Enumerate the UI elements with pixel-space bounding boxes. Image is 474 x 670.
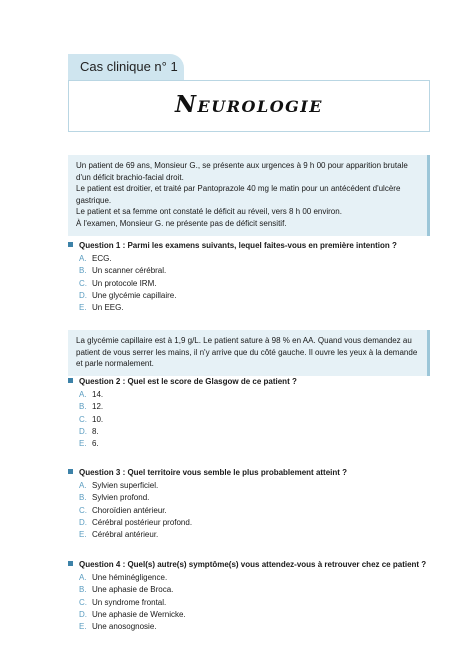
option-text: Une héminégligence. [92,573,168,582]
square-bullet-icon [68,242,73,247]
question-4-options [79,572,186,633]
option-text: Une aphasie de Wernicke. [92,609,186,619]
page-title: Neurologie [175,91,323,118]
option-letter: A. [79,254,87,263]
option-letter: A. [79,390,87,399]
option-b[interactable] [79,401,103,413]
option-text: Un protocole IRM. [92,278,157,288]
option-text: Une anosognosie. [92,622,157,632]
question-2-options [79,389,103,450]
option-b[interactable] [79,265,176,277]
option-d[interactable] [79,517,192,529]
option-d[interactable] [79,426,103,438]
option-letter: B. [79,402,87,412]
option-c[interactable] [79,414,103,426]
option-letter: A. [79,573,87,582]
option-letter: E. [79,439,87,449]
title-box [68,80,430,132]
option-text: 8. [92,426,99,436]
question-4 [68,560,430,569]
square-bullet-icon [68,561,73,566]
option-d[interactable] [79,609,186,621]
case-paragraph: Un patient de 69 ans, Monsieur G., se présente aux urgences à 9 h 00 pour apparition brutale d'un déficit brachio-facial droit. [76,161,408,182]
option-b[interactable] [79,584,186,596]
option-e[interactable] [79,302,176,314]
case-paragraph: À l'examen, Monsieur G. ne présente pas de déficit sensitif. [76,218,287,228]
option-text: Sylvien profond. [92,493,150,503]
option-text: 14. [92,390,104,399]
case-number-tab: Cas clinique n° 1 [68,54,184,80]
option-text: Cérébral antérieur. [92,530,159,540]
option-letter: B. [79,266,87,276]
option-letter: E. [79,303,87,313]
option-letter: D. [79,290,87,300]
option-text: Sylvien superficiel. [92,481,159,490]
option-text: 10. [92,414,104,424]
option-a[interactable] [79,253,176,265]
option-e[interactable] [79,621,186,633]
case-description-1 [68,155,430,236]
option-letter: C. [79,414,87,424]
option-text: Un EEG. [92,303,124,313]
case-description-2 [68,330,430,376]
option-d[interactable] [79,290,176,302]
option-letter: C. [79,505,87,515]
option-letter: E. [79,530,87,540]
option-letter: D. [79,609,87,619]
option-letter: C. [79,597,87,607]
option-a[interactable] [79,480,192,492]
option-text: Choroïdien antérieur. [92,505,167,515]
option-e[interactable] [79,438,103,450]
question-label: Question 3 : Quel territoire vous semble le plus probablement atteint ? [79,468,348,477]
question-3-options [79,480,192,541]
option-c[interactable] [79,278,176,290]
option-a[interactable] [79,572,186,584]
question-3 [68,468,430,477]
question-1-options [79,253,176,314]
option-a[interactable] [79,389,103,401]
option-text: Cérébral postérieur profond. [92,517,193,527]
option-letter: A. [79,481,87,490]
option-text: Un scanner cérébral. [92,266,167,276]
option-text: 6. [92,439,99,449]
option-b[interactable] [79,492,192,504]
square-bullet-icon [68,378,73,383]
option-text: Un syndrome frontal. [92,597,167,607]
question-label: Question 2 : Quel est le score de Glasgow de ce patient ? [79,377,297,386]
option-letter: D. [79,426,87,436]
case-paragraph: Le patient et sa femme ont constaté le déficit au réveil, vers 8 h 00 environ. [76,207,342,217]
question-1 [68,241,430,250]
case-paragraph: La glycémie capillaire est à 1,9 g/L. Le patient sature à 98 % en AA. Quand vous demandez au patient de vous serrer les mains, il n'y arrive que du côté gauche. Il ouvre les yeux à la demande et parle normalement. [76,336,418,369]
option-letter: B. [79,493,87,503]
case-paragraph: Le patient est droitier, et traité par Pantoprazole 40 mg le matin pour un antécédent d'ulcère gastrique. [76,184,401,205]
option-e[interactable] [79,529,192,541]
question-2 [68,377,430,386]
option-letter: B. [79,585,87,595]
option-letter: D. [79,517,87,527]
option-letter: C. [79,278,87,288]
option-text: Une aphasie de Broca. [92,585,174,595]
square-bullet-icon [68,469,73,474]
option-c[interactable] [79,505,192,517]
option-c[interactable] [79,597,186,609]
question-label: Question 1 : Parmi les examens suivants, lequel faites-vous en première intention ? [79,241,397,250]
option-text: 12. [92,402,104,412]
option-letter: E. [79,622,87,632]
question-label: Question 4 : Quel(s) autre(s) symptôme(s) vous attendez-vous à retrouver chez ce patient ? [79,560,427,569]
option-text: Une glycémie capillaire. [92,290,177,300]
option-text: ECG. [92,254,112,263]
